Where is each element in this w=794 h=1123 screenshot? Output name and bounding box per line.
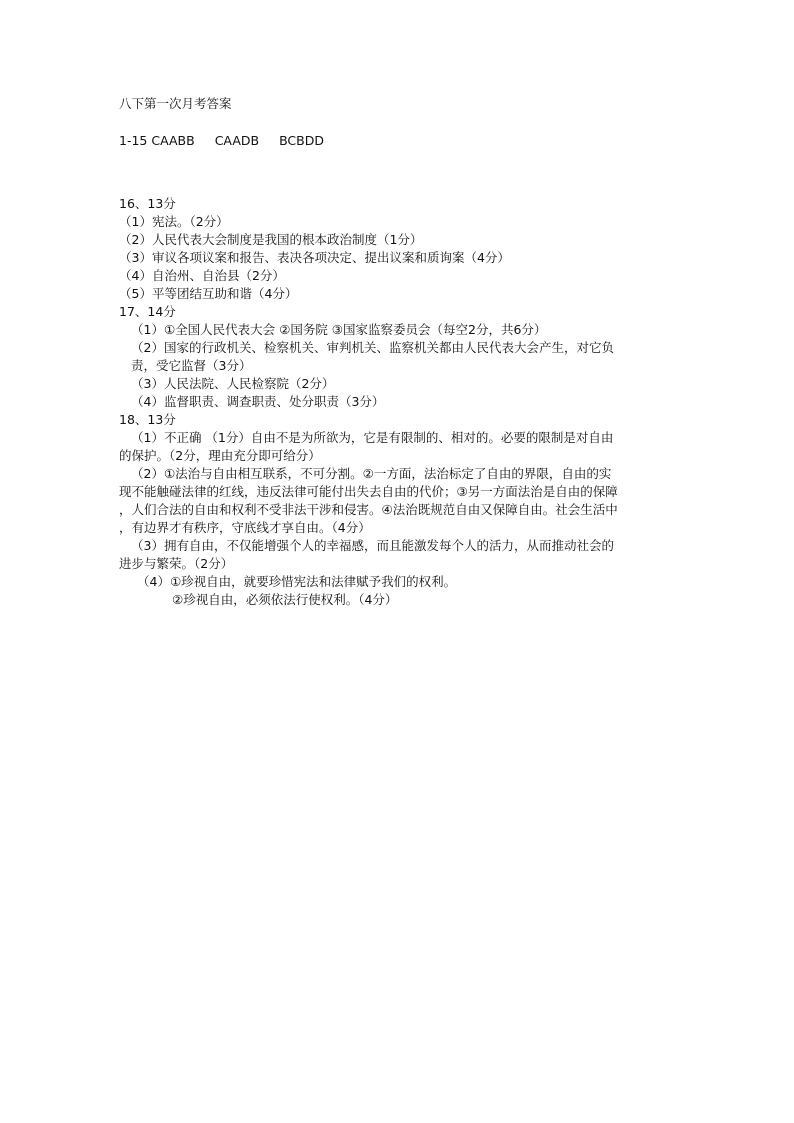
q18-item: （1）不正确 （1分）自由不是为所欲为，它是有限制的、相对的。必要的限制是对自由	[131, 430, 614, 445]
mc-group-1: CAABB	[151, 133, 195, 148]
mc-range: 1-15	[119, 133, 148, 148]
q18-heading: 18、13分	[119, 412, 176, 427]
q18-item-continuation: ②珍视自由，必须依法行使权利。（4分）	[172, 592, 398, 607]
multiple-choice-answers	[119, 132, 324, 150]
q18-item-continuation: ，人们合法的自由和权利不受非法干涉和侵害。④法治既规范自由又保障自由。社会生活中	[119, 502, 618, 517]
q18-item-continuation: ，有边界才有秩序，守底线才享自由。（4分）	[119, 520, 371, 535]
q16-item: （4）自治州、自治县（2分）	[119, 268, 285, 283]
q18-item: （4）①珍视自由，就要珍惜宪法和法律赋予我们的权利。	[137, 574, 457, 589]
q17-item-continuation: 责，受它监督（3分）	[131, 358, 252, 373]
q17-item: （2）国家的行政机关、检察机关、审判机关、监察机关都由人民代表大会产生，对它负	[131, 340, 614, 355]
q16-item: （5）平等团结互助和谐（4分）	[119, 286, 298, 301]
q18-item: （2）①法治与自由相互联系，不可分割。②一方面，法治标定了自由的界限，自由的实	[131, 466, 612, 481]
q17-heading: 17、14分	[119, 304, 176, 319]
document-title: 八下第一次月考答案	[119, 96, 232, 111]
q17-item: （1）①全国人民代表大会 ②国务院 ③国家监察委员会（每空2分，共6分）	[131, 322, 547, 337]
q18-item-continuation: 进步与繁荣。（2分）	[119, 556, 234, 571]
q18-item-continuation: 的保护。（2分，理由充分即可给分）	[119, 448, 321, 463]
mc-group-2: CAADB	[214, 133, 260, 148]
q18-item-continuation: 现不能触碰法律的红线，违反法律可能付出失去自由的代价；③另一方面法治是自由的保障	[119, 484, 618, 499]
q17-item: （4）监督职责、调查职责、处分职责（3分）	[131, 394, 385, 409]
q17-item: （3）人民法院、人民检察院（2分）	[131, 376, 335, 391]
q18-item: （3）拥有自由，不仅能增强个人的幸福感，而且能激发每个人的活力，从而推动社会的	[131, 538, 614, 553]
q16-item: （1）宪法。（2分）	[119, 214, 229, 229]
q16-heading: 16、13分	[119, 196, 176, 211]
q16-item: （3）审议各项议案和报告、表决各项决定、提出议案和质询案（4分）	[119, 250, 510, 265]
mc-group-3: BCBDD	[279, 133, 324, 148]
q16-item: （2）人民代表大会制度是我国的根本政治制度（1分）	[119, 232, 423, 247]
